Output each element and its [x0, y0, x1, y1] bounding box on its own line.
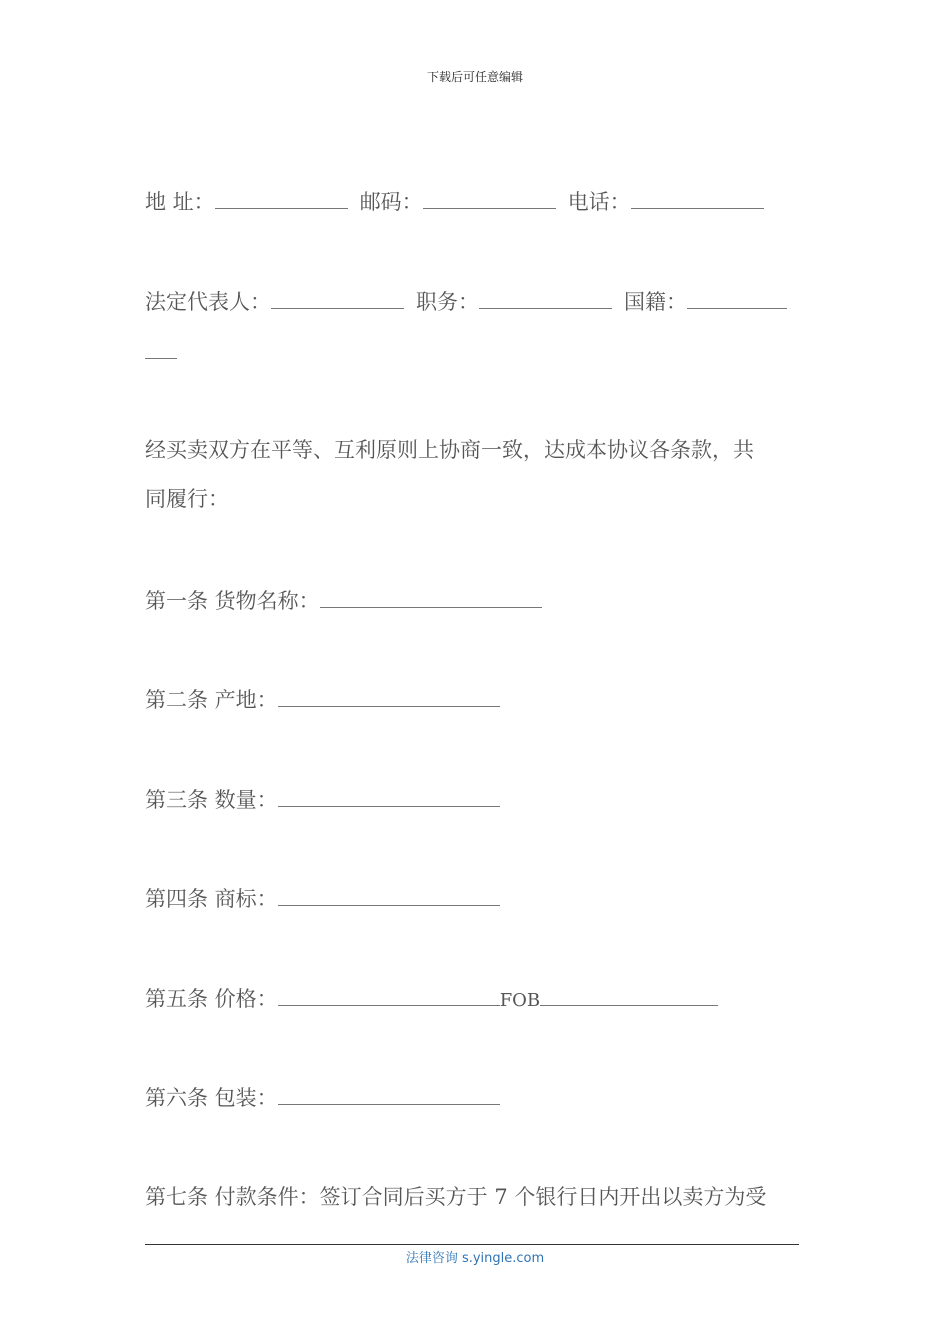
page-header: 下载后可任意编辑 — [426, 70, 523, 84]
postcode-label: 邮码： — [359, 190, 423, 214]
intro-line-1: 经买卖双方在平等、互利原则上协商一致，达成本协议各条款，共 — [145, 438, 754, 462]
address-line — [145, 186, 764, 217]
phone-blank[interactable] — [631, 186, 764, 209]
position-label: 职务： — [416, 290, 479, 314]
article-3 — [145, 784, 500, 815]
footer-divider — [145, 1244, 799, 1245]
article-5-label: 第五条 价格： — [145, 987, 278, 1011]
article-3-label: 第三条 数量： — [145, 788, 278, 812]
article-5-blank-1[interactable] — [278, 983, 500, 1006]
article-5 — [145, 983, 718, 1016]
page-footer[interactable]: 法律咨询 s.yingle.com — [405, 1251, 545, 1266]
postcode-blank[interactable] — [423, 186, 556, 209]
nationality-blank-continued[interactable] — [145, 336, 177, 359]
address-blank[interactable] — [215, 186, 348, 209]
rep-label: 法定代表人： — [145, 290, 271, 314]
article-5-blank-2[interactable] — [540, 983, 718, 1006]
position-blank[interactable] — [479, 286, 612, 309]
article-2 — [145, 684, 500, 715]
nationality-label: 国籍： — [624, 290, 687, 314]
nationality-blank-wrap — [145, 336, 177, 367]
article-6-blank[interactable] — [278, 1082, 500, 1105]
article-6 — [145, 1082, 500, 1113]
article-2-blank[interactable] — [278, 684, 500, 707]
nationality-blank[interactable] — [687, 286, 787, 309]
intro-line-2: 同履行： — [145, 487, 229, 511]
article-3-blank[interactable] — [278, 784, 500, 807]
article-7: 第七条 付款条件：签订合同后买方于 7 个银行日内开出以卖方为受 — [145, 1185, 767, 1209]
article-1-label: 第一条 货物名称： — [145, 589, 320, 613]
article-1-blank[interactable] — [320, 585, 542, 608]
article-6-label: 第六条 包装： — [145, 1086, 278, 1110]
representative-line — [145, 286, 787, 317]
article-5-fob: FOB — [499, 990, 541, 1011]
article-2-label: 第二条 产地： — [145, 688, 278, 712]
article-4 — [145, 883, 500, 914]
article-4-blank[interactable] — [278, 883, 500, 906]
rep-blank[interactable] — [271, 286, 404, 309]
article-4-label: 第四条 商标： — [145, 887, 278, 911]
address-label: 地 址： — [145, 190, 215, 214]
phone-label: 电话： — [567, 190, 631, 214]
article-1 — [145, 585, 542, 616]
